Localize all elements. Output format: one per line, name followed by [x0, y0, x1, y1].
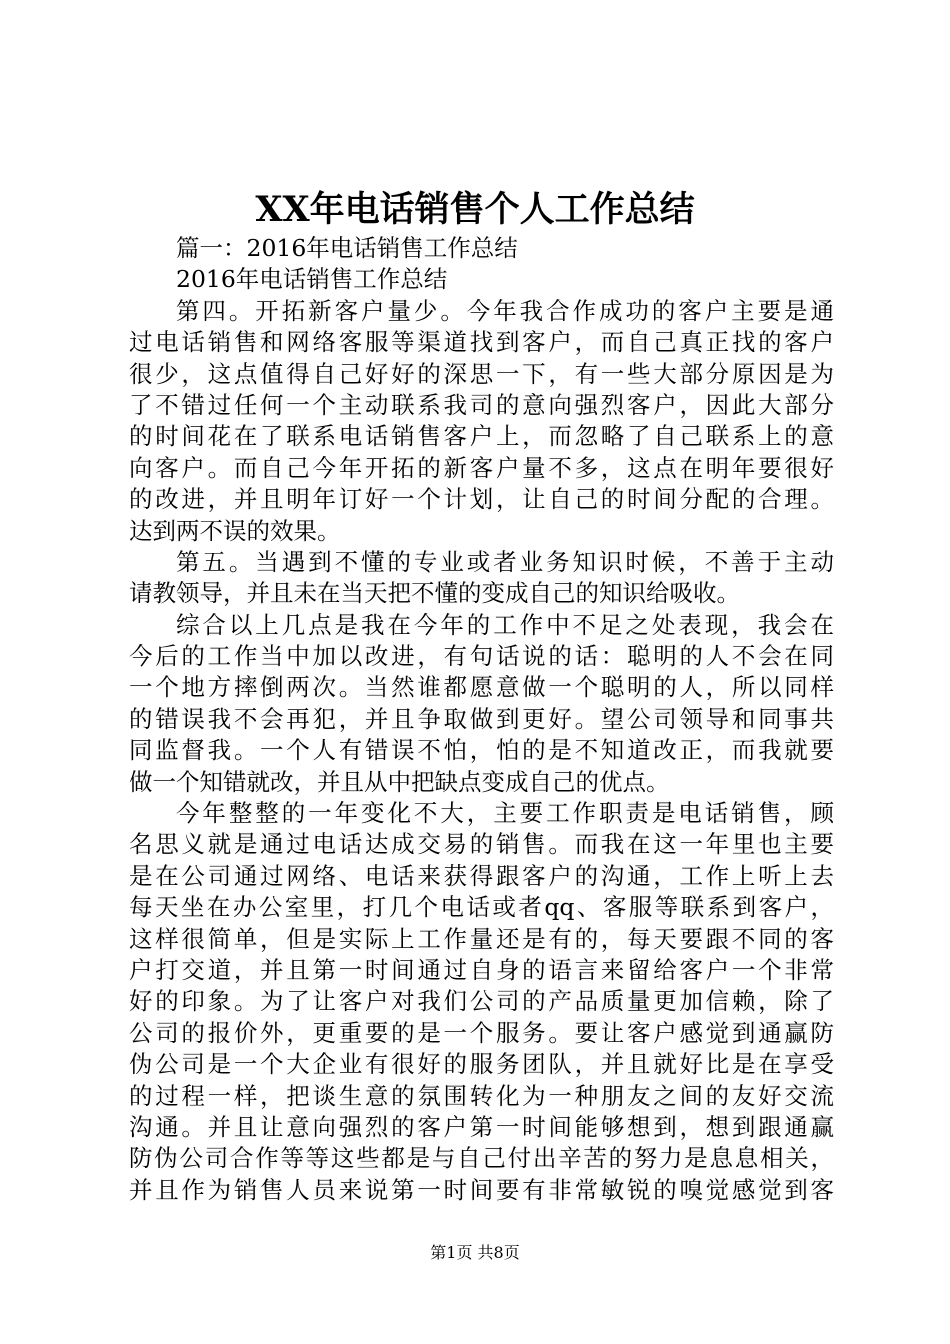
- page-footer: 第1页 共8页: [430, 1243, 520, 1262]
- body-line: 公司的报价外，更重要的是一个服务。要让客户感觉到通赢防: [129, 1018, 834, 1047]
- body-line: 并且作为销售人员来说第一时间要有非常敏锐的嗅觉感觉到客: [129, 1175, 834, 1204]
- document-body: [129, 233, 834, 1206]
- body-line: 同监督我。一个人有错误不怕，怕的是不知道改正，而我就要: [129, 736, 834, 765]
- body-line: 过电话销售和网络客服等渠道找到客户，而自己真正找的客户: [129, 328, 834, 357]
- body-line: 综合以上几点是我在今年的工作中不足之处表现，我会在: [176, 610, 834, 639]
- body-line: 今年整整的一年变化不大，主要工作职责是电话销售，顾: [176, 799, 834, 828]
- body-line: 第五。当遇到不懂的专业或者业务知识时候，不善于主动: [176, 547, 834, 576]
- body-line: 户打交道，并且第一时间通过自身的语言来留给客户一个非常: [129, 955, 834, 984]
- body-line: 很少，这点值得自己好好的深思一下，有一些大部分原因是为: [129, 359, 834, 388]
- body-line: 好的印象。为了让客户对我们公司的产品质量更加信赖，除了: [129, 987, 834, 1016]
- body-line: 2016年电话销售工作总结: [176, 265, 448, 294]
- body-line: 的改进，并且明年订好一个计划，让自己的时间分配的合理。: [129, 485, 834, 514]
- body-line: 伪公司是一个大企业有很好的服务团队，并且就好比是在享受: [129, 1050, 834, 1079]
- body-line: 一个地方摔倒两次。当然谁都愿意做一个聪明的人，所以同样: [129, 673, 834, 702]
- body-line: 向客户。而自己今年开拓的新客户量不多，这点在明年要很好: [129, 453, 834, 482]
- document-title: XX年电话销售个人工作总结: [255, 189, 695, 230]
- body-line: 做一个知错就改，并且从中把缺点变成自己的优点。: [129, 767, 670, 796]
- body-line: 每天坐在办公室里，打几个电话或者qq、客服等联系到客户，: [129, 893, 834, 922]
- body-line: 篇一：2016年电话销售工作总结: [176, 234, 518, 262]
- body-line: 第四。开拓新客户量少。今年我合作成功的客户主要是通: [176, 296, 834, 325]
- body-line: 了不错过任何一个主动联系我司的意向强烈客户，因此大部分: [129, 390, 834, 419]
- body-line: 沟通。并且让意向强烈的客户第一时间能够想到，想到跟通赢: [129, 1112, 834, 1141]
- body-line: 的过程一样，把谈生意的氛围转化为一种朋友之间的友好交流: [129, 1081, 834, 1110]
- body-line: 请教领导，并且未在当天把不懂的变成自己的知识给吸收。: [129, 579, 740, 608]
- body-line: 这样很简单，但是实际上工作量还是有的，每天要跟不同的客: [129, 924, 834, 953]
- body-line: 今后的工作当中加以改进，有句话说的话：聪明的人不会在同: [129, 642, 834, 671]
- body-line: 的错误我不会再犯，并且争取做到更好。望公司领导和同事共: [129, 704, 834, 733]
- body-line: 是在公司通过网络、电话来获得跟客户的沟通，工作上听上去: [129, 861, 834, 890]
- body-line: 达到两不误的效果。: [129, 516, 341, 545]
- body-line: 防伪公司合作等等这些都是与自己付出辛苦的努力是息息相关，: [129, 1144, 834, 1173]
- body-line: 的时间花在了联系电话销售客户上，而忽略了自己联系上的意: [129, 422, 834, 451]
- body-line: 名思义就是通过电话达成交易的销售。而我在这一年里也主要: [129, 830, 834, 859]
